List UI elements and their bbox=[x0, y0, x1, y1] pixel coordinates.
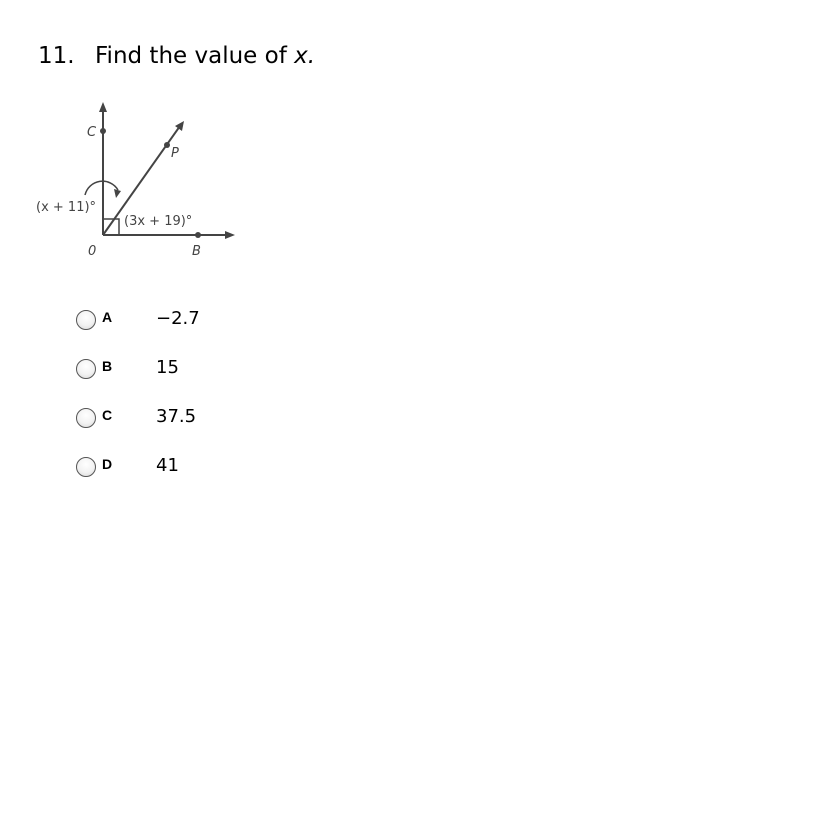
label-o: 0 bbox=[88, 244, 97, 259]
ray-oc-arrow bbox=[99, 102, 107, 112]
choice-d[interactable] bbox=[76, 453, 316, 502]
ray-ob-arrow bbox=[225, 231, 235, 239]
question-variable: x. bbox=[294, 43, 316, 69]
label-c: C bbox=[87, 125, 97, 140]
choice-a[interactable] bbox=[76, 306, 316, 355]
angle-right-label: (3x + 19)° bbox=[124, 214, 193, 229]
radio-button-b[interactable] bbox=[76, 359, 96, 379]
choice-letter: B bbox=[102, 358, 113, 374]
angle-left-label: (x + 11)° bbox=[36, 200, 97, 215]
question-text: Find the value of bbox=[95, 43, 295, 69]
point-c-dot bbox=[100, 128, 106, 134]
point-p-dot bbox=[164, 142, 170, 148]
question-prompt bbox=[38, 38, 315, 74]
choice-c[interactable] bbox=[76, 404, 316, 453]
label-b: B bbox=[192, 244, 201, 259]
choice-value: 37.5 bbox=[156, 406, 197, 427]
answer-choices bbox=[76, 306, 316, 502]
choice-letter: C bbox=[102, 407, 113, 423]
choice-letter: A bbox=[102, 309, 113, 325]
point-b-dot bbox=[195, 232, 201, 238]
angle-diagram bbox=[30, 95, 250, 265]
choice-value: 15 bbox=[156, 357, 179, 378]
radio-button-d[interactable] bbox=[76, 457, 96, 477]
label-p: P bbox=[171, 146, 179, 161]
choice-value: −2.7 bbox=[156, 308, 200, 329]
radio-button-c[interactable] bbox=[76, 408, 96, 428]
radio-button-a[interactable] bbox=[76, 310, 96, 330]
angle-arc bbox=[85, 181, 118, 195]
angle-diagram-svg bbox=[30, 95, 250, 265]
choice-b[interactable] bbox=[76, 355, 316, 404]
choice-letter: D bbox=[102, 456, 113, 472]
question-number: 11. bbox=[38, 43, 75, 69]
choice-value: 41 bbox=[156, 455, 179, 476]
angle-arc-arrow bbox=[114, 189, 121, 198]
